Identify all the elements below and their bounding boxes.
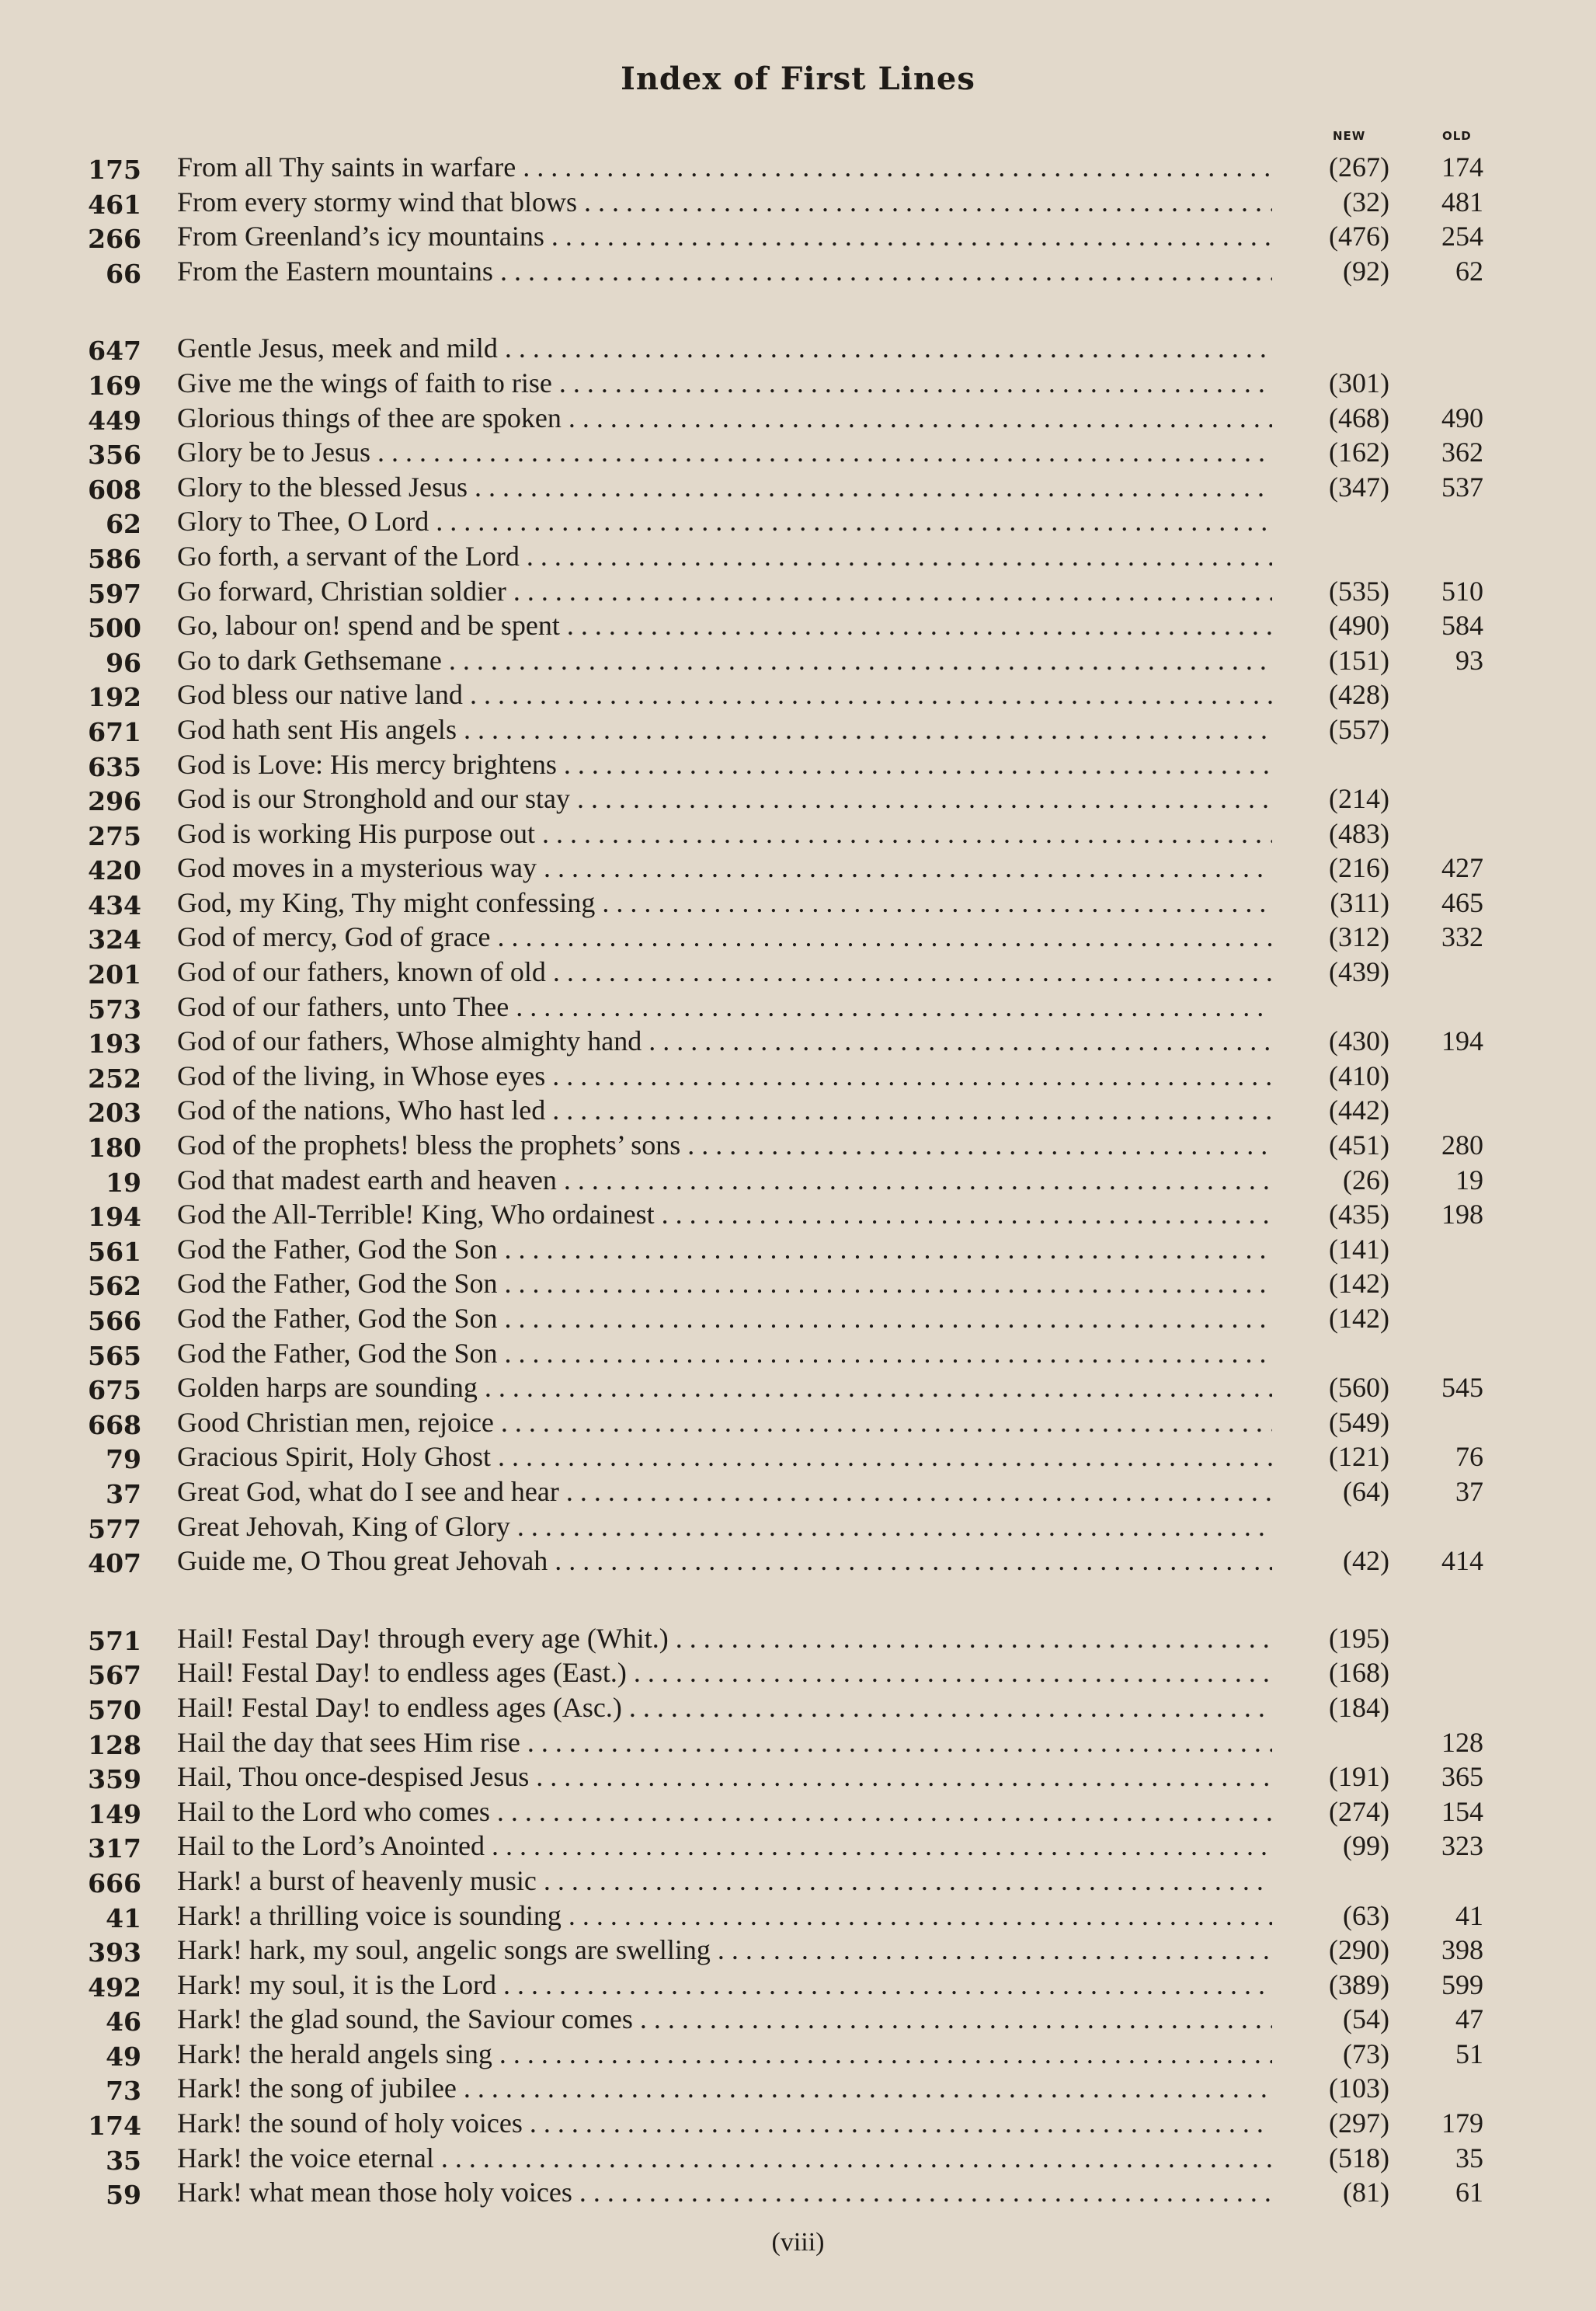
first-line: God that madest earth and heaven . . . — [177, 1163, 1272, 1198]
new-number: (54) — [1343, 2003, 1389, 2035]
first-line: Gentle Jesus, meek and mild . . . — [177, 331, 1272, 366]
first-line: God the Father, God the Son . . . — [177, 1336, 1272, 1371]
first-line: Hark! the sound of holy voices . . . — [177, 2106, 1272, 2141]
first-line: Hark! my soul, it is the Lord . . . — [177, 1968, 1272, 2003]
index-group-from — [0, 150, 1596, 288]
index-entry — [0, 1933, 1596, 1968]
first-line: Hark! the glad sound, the Saviour comes . . . — [177, 2002, 1272, 2037]
index-entry — [0, 1509, 1596, 1544]
old-number: 427 — [1441, 852, 1483, 884]
index-entry — [0, 1301, 1596, 1336]
new-number: (42) — [1343, 1545, 1389, 1577]
first-line: Give me the wings of faith to rise . . . — [177, 366, 1272, 401]
hymn-number: 62 — [106, 509, 141, 540]
index-entry — [0, 816, 1596, 851]
hymn-number: 500 — [88, 613, 141, 644]
hymn-number: 420 — [88, 855, 141, 886]
hymn-number: 201 — [88, 959, 141, 990]
hymn-number: 324 — [88, 924, 141, 955]
new-number: (468) — [1329, 402, 1389, 433]
index-entry — [0, 2071, 1596, 2106]
index-entry — [0, 1864, 1596, 1899]
old-number: 47 — [1455, 2003, 1483, 2035]
first-lines-index — [0, 150, 1596, 2210]
hymn-number: 561 — [88, 1236, 141, 1267]
old-number: 398 — [1441, 1934, 1483, 1966]
index-entry — [0, 1128, 1596, 1163]
new-number: (195) — [1329, 1622, 1389, 1654]
index-entry — [0, 1829, 1596, 1864]
old-number: 35 — [1455, 2142, 1483, 2174]
index-entry — [0, 331, 1596, 366]
first-line: Hail to the Lord who comes . . . — [177, 1794, 1272, 1829]
old-number: 332 — [1441, 921, 1483, 953]
page-title: Index of First Lines — [621, 61, 975, 97]
first-line: God the Father, God the Son . . . — [177, 1266, 1272, 1301]
hymn-number: 562 — [88, 1271, 141, 1302]
new-number: (518) — [1329, 2142, 1389, 2174]
new-number: (311) — [1330, 886, 1389, 918]
first-line: Golden harps are sounding . . . — [177, 1370, 1272, 1405]
index-entry — [0, 1474, 1596, 1509]
hymn-number: 571 — [88, 1625, 141, 1656]
old-number: 19 — [1455, 1164, 1483, 1196]
old-number: 584 — [1441, 610, 1483, 642]
first-line: Good Christian men, rejoice . . . — [177, 1405, 1272, 1440]
hymn-number: 647 — [88, 336, 141, 367]
first-line: God of the prophets! bless the prophets’ sons . . . — [177, 1128, 1272, 1163]
new-number: (312) — [1329, 921, 1389, 953]
hymn-number: 59 — [106, 2180, 141, 2211]
index-entry — [0, 219, 1596, 254]
hymn-number: 393 — [88, 1937, 141, 1968]
old-number: 154 — [1441, 1795, 1483, 1827]
old-number: 128 — [1441, 1726, 1483, 1758]
hymn-number: 203 — [88, 1098, 141, 1129]
index-entry — [0, 1093, 1596, 1128]
hymn-number: 275 — [88, 820, 141, 851]
index-entry — [0, 1621, 1596, 1656]
new-number: (347) — [1329, 471, 1389, 503]
index-entry — [0, 781, 1596, 816]
index-entry — [0, 1197, 1596, 1232]
first-line: From Greenland’s icy mountains . . . — [177, 219, 1272, 254]
first-line: From every stormy wind that blows . . . — [177, 185, 1272, 220]
old-number: 194 — [1441, 1025, 1483, 1057]
index-group-g — [0, 331, 1596, 1578]
index-entry — [0, 2141, 1596, 2176]
first-line: God of the nations, Who hast led . . . — [177, 1093, 1272, 1128]
hymn-number: 567 — [88, 1660, 141, 1691]
first-line: Go to dark Gethsemane . . . — [177, 643, 1272, 678]
first-line: Guide me, O Thou great Jehovah . . . — [177, 1544, 1272, 1578]
index-entry — [0, 747, 1596, 782]
first-line: God is our Stronghold and our stay . . . — [177, 781, 1272, 816]
hymn-number: 194 — [88, 1202, 141, 1233]
new-number: (142) — [1329, 1268, 1389, 1300]
index-entry — [0, 1968, 1596, 2003]
new-number: (151) — [1329, 644, 1389, 676]
index-entry — [0, 1655, 1596, 1690]
first-line: Hail! Festal Day! to endless ages (East.) . . . — [177, 1655, 1272, 1690]
hymn-number: 46 — [106, 2006, 141, 2038]
index-entry — [0, 1794, 1596, 1829]
first-line: God of mercy, God of grace . . . — [177, 920, 1272, 955]
new-number: (162) — [1329, 437, 1389, 468]
hymn-number: 19 — [106, 1167, 141, 1198]
new-number: (141) — [1329, 1233, 1389, 1265]
new-number: (168) — [1329, 1657, 1389, 1689]
old-number: 280 — [1441, 1129, 1483, 1161]
new-number: (389) — [1329, 1968, 1389, 2000]
first-line: God is Love: His mercy brightens . . . — [177, 747, 1272, 782]
hymn-number: 252 — [88, 1063, 141, 1094]
hymn-number: 359 — [88, 1764, 141, 1795]
new-number: (560) — [1329, 1372, 1389, 1404]
index-entry — [0, 1266, 1596, 1301]
new-number: (557) — [1329, 713, 1389, 745]
index-entry — [0, 150, 1596, 185]
first-line: Great God, what do I see and hear . . . — [177, 1474, 1272, 1509]
index-entry — [0, 254, 1596, 289]
group-gap — [0, 288, 1596, 331]
new-number: (63) — [1343, 1899, 1389, 1931]
index-entry — [0, 2106, 1596, 2141]
first-line: Glory be to Jesus . . . — [177, 435, 1272, 470]
first-line: From the Eastern mountains . . . — [177, 254, 1272, 289]
index-entry — [0, 990, 1596, 1025]
first-line: Great Jehovah, King of Glory . . . — [177, 1509, 1272, 1544]
first-line: God the Father, God the Son . . . — [177, 1301, 1272, 1336]
index-group-h — [0, 1621, 1596, 2210]
first-line: Hark! a thrilling voice is sounding . . . — [177, 1899, 1272, 1933]
hymn-number: 96 — [106, 647, 141, 678]
index-entry — [0, 185, 1596, 220]
first-line: God is working His purpose out . . . — [177, 816, 1272, 851]
new-number: (476) — [1329, 221, 1389, 252]
new-number: (216) — [1329, 852, 1389, 884]
new-number: (435) — [1329, 1199, 1389, 1230]
hymn-number: 41 — [106, 1902, 141, 1933]
hymn-number: 449 — [88, 405, 141, 436]
index-entry — [0, 401, 1596, 436]
index-entry — [0, 574, 1596, 609]
new-number: (535) — [1329, 575, 1389, 607]
first-line: God hath sent His angels . . . — [177, 712, 1272, 747]
hymn-number: 266 — [88, 224, 141, 255]
hymn-number: 573 — [88, 994, 141, 1025]
new-number: (32) — [1343, 186, 1389, 218]
hymn-number: 49 — [106, 2041, 141, 2072]
hymn-number: 73 — [106, 2076, 141, 2107]
old-number: 362 — [1441, 437, 1483, 468]
index-entry — [0, 1899, 1596, 1933]
first-line: Glorious things of thee are spoken . . . — [177, 401, 1272, 436]
first-line: Hail the day that sees Him rise . . . — [177, 1725, 1272, 1760]
hymn-number: 597 — [88, 578, 141, 609]
first-line: Hark! the voice eternal . . . — [177, 2141, 1272, 2176]
first-line: God of the living, in Whose eyes . . . — [177, 1059, 1272, 1094]
index-entry — [0, 886, 1596, 921]
new-number: (92) — [1343, 255, 1389, 287]
old-number: 62 — [1455, 255, 1483, 287]
index-entry — [0, 366, 1596, 401]
index-entry — [0, 539, 1596, 574]
new-column-header: NEW — [1333, 129, 1366, 143]
old-number: 414 — [1441, 1545, 1483, 1577]
first-line: Hail, Thou once-despised Jesus . . . — [177, 1759, 1272, 1794]
index-entry — [0, 1690, 1596, 1725]
hymn-number: 317 — [88, 1833, 141, 1864]
hymn-number: 66 — [106, 258, 141, 289]
old-number: 510 — [1441, 575, 1483, 607]
first-line: Go forth, a servant of the Lord . . . — [177, 539, 1272, 574]
index-entry — [0, 1024, 1596, 1059]
old-number: 254 — [1441, 221, 1483, 252]
hymn-number: 566 — [88, 1306, 141, 1336]
first-line: Hark! hark, my soul, angelic songs are swelling . . . — [177, 1933, 1272, 1968]
first-line: God of our fathers, Whose almighty hand . . . — [177, 1024, 1272, 1059]
index-entry — [0, 1544, 1596, 1578]
index-entry — [0, 435, 1596, 470]
new-number: (297) — [1329, 2107, 1389, 2139]
hymn-number: 586 — [88, 543, 141, 574]
old-number: 465 — [1441, 886, 1483, 918]
new-number: (428) — [1329, 679, 1389, 711]
first-line: God moves in a mysterious way . . . — [177, 851, 1272, 886]
hymn-number: 128 — [88, 1729, 141, 1760]
index-entry — [0, 955, 1596, 990]
new-number: (274) — [1329, 1795, 1389, 1827]
new-number: (142) — [1329, 1303, 1389, 1334]
index-entry — [0, 851, 1596, 886]
first-line: Glory to Thee, O Lord . . . — [177, 504, 1272, 539]
first-line: God the Father, God the Son . . . — [177, 1232, 1272, 1267]
hymn-number: 175 — [88, 155, 141, 185]
index-entry — [0, 1725, 1596, 1760]
first-line: Hark! the song of jubilee . . . — [177, 2071, 1272, 2106]
hymn-number: 675 — [88, 1375, 141, 1406]
hymn-number: 79 — [106, 1444, 141, 1475]
first-line: Hail to the Lord’s Anointed . . . — [177, 1829, 1272, 1864]
hymn-number: 174 — [88, 2111, 141, 2142]
first-line: Hark! what mean those holy voices . . . — [177, 2175, 1272, 2210]
index-entry — [0, 643, 1596, 678]
hymn-number: 577 — [88, 1513, 141, 1544]
index-entry — [0, 470, 1596, 505]
old-number: 323 — [1441, 1830, 1483, 1862]
hymn-number: 180 — [88, 1133, 141, 1164]
old-number: 537 — [1441, 471, 1483, 503]
hymn-number: 149 — [88, 1798, 141, 1829]
new-number: (549) — [1329, 1406, 1389, 1438]
first-line: God the All-Terrible! King, Who ordainest . . . — [177, 1197, 1272, 1232]
hymn-number: 407 — [88, 1548, 141, 1579]
old-number: 93 — [1455, 644, 1483, 676]
first-line: Go forward, Christian soldier . . . — [177, 574, 1272, 609]
index-entry — [0, 1163, 1596, 1198]
first-line: From all Thy saints in warfare . . . — [177, 150, 1272, 185]
new-number: (99) — [1343, 1830, 1389, 1862]
old-number: 76 — [1455, 1441, 1483, 1473]
new-number: (490) — [1329, 610, 1389, 642]
new-number: (103) — [1329, 2073, 1389, 2104]
new-number: (483) — [1329, 817, 1389, 849]
index-entry — [0, 1759, 1596, 1794]
group-gap — [0, 1578, 1596, 1621]
new-number: (439) — [1329, 956, 1389, 988]
hymn-number: 492 — [88, 1972, 141, 2003]
page-number: (viii) — [771, 2228, 825, 2257]
first-line: Hark! a burst of heavenly music . . . — [177, 1864, 1272, 1899]
first-line: God, my King, Thy might confessing . . . — [177, 886, 1272, 921]
index-entry — [0, 1370, 1596, 1405]
index-entry — [0, 504, 1596, 539]
index-entry — [0, 2175, 1596, 2210]
new-number: (430) — [1329, 1025, 1389, 1057]
new-number: (267) — [1329, 151, 1389, 183]
new-number: (184) — [1329, 1691, 1389, 1723]
first-line: Gracious Spirit, Holy Ghost . . . — [177, 1439, 1272, 1474]
old-number: 37 — [1455, 1475, 1483, 1507]
new-number: (121) — [1329, 1441, 1389, 1473]
first-line: God of our fathers, known of old . . . — [177, 955, 1272, 990]
hymn-number: 356 — [88, 440, 141, 471]
old-number: 174 — [1441, 151, 1483, 183]
hymn-number: 461 — [88, 189, 141, 220]
new-number: (81) — [1343, 2177, 1389, 2208]
old-number: 51 — [1455, 2038, 1483, 2069]
hymn-number: 193 — [88, 1028, 141, 1060]
hymn-number: 565 — [88, 1340, 141, 1371]
index-entry — [0, 2037, 1596, 2072]
hymn-number: 635 — [88, 751, 141, 782]
hymn-number: 37 — [106, 1478, 141, 1509]
hymn-number: 671 — [88, 716, 141, 747]
first-line: Glory to the blessed Jesus . . . — [177, 470, 1272, 505]
new-number: (442) — [1329, 1095, 1389, 1126]
hymn-number: 192 — [88, 682, 141, 713]
first-line: God bless our native land . . . — [177, 677, 1272, 712]
index-entry — [0, 677, 1596, 712]
old-number: 599 — [1441, 1968, 1483, 2000]
new-number: (214) — [1329, 783, 1389, 815]
old-number: 481 — [1441, 186, 1483, 218]
old-number: 61 — [1455, 2177, 1483, 2208]
new-number: (410) — [1329, 1060, 1389, 1091]
first-line: Hail! Festal Day! through every age (Whit.) . . . — [177, 1621, 1272, 1656]
index-entry — [0, 712, 1596, 747]
hymn-number: 35 — [106, 2145, 141, 2176]
old-number: 545 — [1441, 1372, 1483, 1404]
new-number: (73) — [1343, 2038, 1389, 2069]
index-entry — [0, 1439, 1596, 1474]
hymn-number: 296 — [88, 786, 141, 817]
old-number: 179 — [1441, 2107, 1483, 2139]
index-entry — [0, 1405, 1596, 1440]
first-line: God of our fathers, unto Thee . . . — [177, 990, 1272, 1025]
new-number: (451) — [1329, 1129, 1389, 1161]
index-entry — [0, 1336, 1596, 1371]
index-entry — [0, 608, 1596, 643]
hymn-number: 666 — [88, 1867, 141, 1899]
hymn-number: 570 — [88, 1694, 141, 1725]
hymn-number: 434 — [88, 889, 141, 921]
index-entry — [0, 1232, 1596, 1267]
old-number: 490 — [1441, 402, 1483, 433]
index-entry — [0, 2002, 1596, 2037]
first-line: Hail! Festal Day! to endless ages (Asc.) . . . — [177, 1690, 1272, 1725]
old-number: 365 — [1441, 1761, 1483, 1793]
index-entry — [0, 920, 1596, 955]
new-number: (290) — [1329, 1934, 1389, 1966]
hymn-number: 668 — [88, 1409, 141, 1440]
new-number: (301) — [1329, 367, 1389, 399]
new-number: (64) — [1343, 1475, 1389, 1507]
index-entry — [0, 1059, 1596, 1094]
first-line: Go, labour on! spend and be spent . . . — [177, 608, 1272, 643]
old-column-header: OLD — [1442, 129, 1472, 143]
first-line: Hark! the herald angels sing . . . — [177, 2037, 1272, 2072]
hymn-number: 608 — [88, 474, 141, 505]
old-number: 41 — [1455, 1899, 1483, 1931]
new-number: (191) — [1329, 1761, 1389, 1793]
old-number: 198 — [1441, 1199, 1483, 1230]
hymn-number: 169 — [88, 370, 141, 401]
new-number: (26) — [1343, 1164, 1389, 1196]
